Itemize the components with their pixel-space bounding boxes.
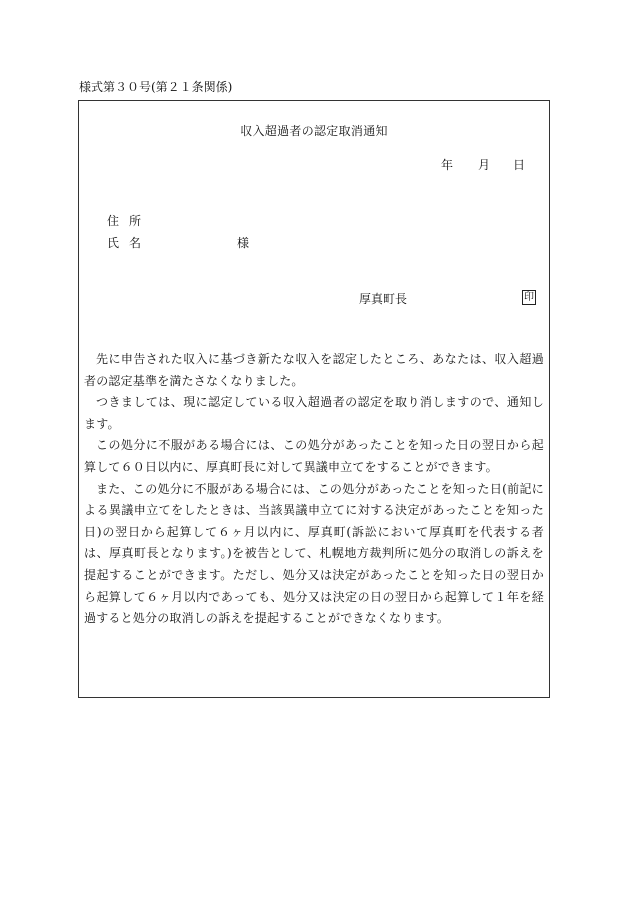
seal-mark: 印 xyxy=(524,292,534,303)
document-title: 収入超過者の認定取消通知 xyxy=(240,124,388,138)
notice-body xyxy=(84,349,544,630)
date-month-label: 月 xyxy=(478,158,491,172)
name-label: 氏名 xyxy=(107,236,152,250)
document-frame xyxy=(78,100,550,698)
date-day-label: 日 xyxy=(513,158,526,172)
paragraph-objection: この処分に不服がある場合には、この処分があったことを知った日の翌日から起算して６０日以内に、厚真町長に対して異議申立てをすることができます。 xyxy=(84,438,544,474)
paragraph-recognition: 先に申告された収入に基づき新たな収入を認定したところ、あなたは、収入超過者の認定基準を満たさなくなりました。 xyxy=(84,352,544,388)
form-number: 様式第３０号(第２１条関係) xyxy=(79,80,233,94)
paragraph-cancellation: つきましては、現に認定している収入超過者の認定を取り消しますので、通知します。 xyxy=(84,395,544,431)
paragraph-lawsuit: また、この処分に不服がある場合には、この処分があったことを知った日(前記による異議申立てをしたときは、当該異議申立てに対する決定があったことを知った日)の翌日から起算して６ヶ月以内に、厚真町(訴訟において厚真町を代表する者は、厚真町長となります。)を被告として、札幌地方裁判所に処分の取消しの訴えを提起することができます。ただし、処分又は決定があったことを知った日の翌日から起算して６ヶ月以内であっても、処分又は決定の日の翌日から起算して１年を経過すると処分の取消しの訴えを提起することができなくなります。 xyxy=(84,481,544,626)
issuer-name: 厚真町長 xyxy=(359,292,408,306)
honorific: 様 xyxy=(237,236,250,250)
date-year-label: 年 xyxy=(441,158,454,172)
address-row xyxy=(107,213,152,229)
name-row xyxy=(107,235,152,251)
address-label: 住所 xyxy=(107,214,152,228)
